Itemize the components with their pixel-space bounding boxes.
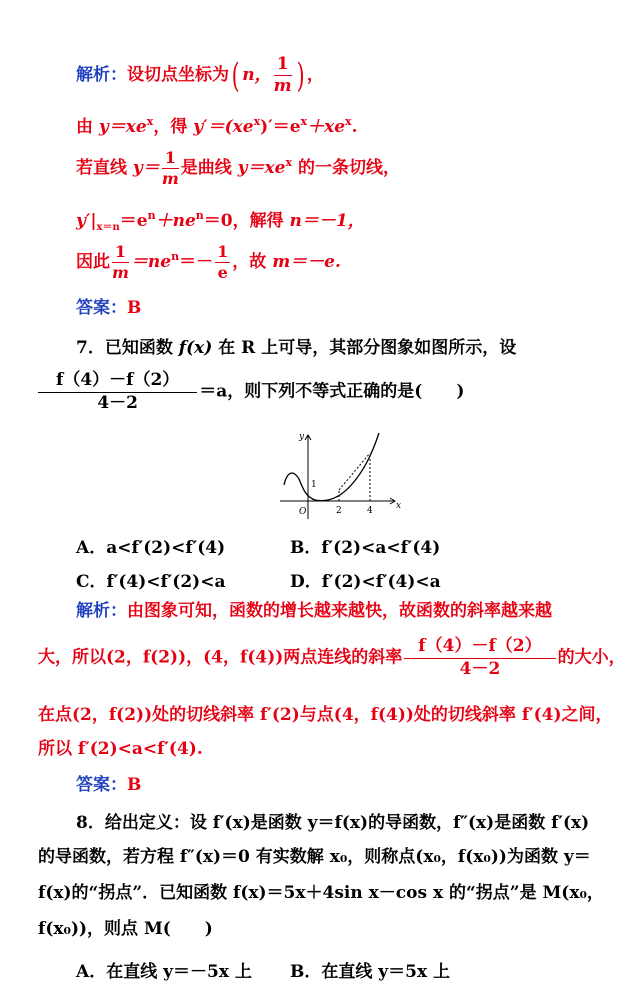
secant <box>339 453 370 490</box>
sol6-point-fraction: $\frac{1}{m}$ <box>273 54 292 96</box>
sol6-text: 设切点坐标为 <box>127 65 229 85</box>
sol6-line4: $y'|_{x=n}=e^n+ne^n=0$，解得 n＝－1， <box>76 209 365 233</box>
q8-option-a: A．在直线 y＝－5x 上 <box>76 962 252 982</box>
sol7-line1: 解析：由图象可知，函数的增长越来越快，故函数的斜率越来越 <box>76 601 552 621</box>
q7-option-a: A．a<f′(2)<f′(4) <box>76 538 226 558</box>
sol6-line3: 若直线 y＝ $\frac{1}{m}$ 是曲线 $y=xe^x$ 的一条切线， <box>76 148 400 188</box>
sol7-slope-fraction: $\frac{f(4)-f(2)}{4-2}$ <box>404 638 555 678</box>
answer-value: B <box>127 298 142 318</box>
answer-label: 答案： <box>76 775 127 795</box>
y-axis-label: y <box>299 432 305 442</box>
sol6-line2: 由 $y=xe^x$，得 $y'=(xe^x)'=e^x+xe^x$. <box>76 115 358 137</box>
q7-option-c: C．f′(4)<f′(2)<a <box>76 572 226 592</box>
answer-label: 答案： <box>76 298 127 318</box>
function-graph <box>275 427 405 522</box>
sol7-line4: 所以 f′(2)<a<f′(4). <box>38 739 203 759</box>
q8-line4: f(x₀))，则点 M( ) <box>38 919 213 939</box>
sol6-line1: 解析：设切点坐标为( n， $\frac{1}{m}$ ) ， <box>76 54 324 96</box>
question-number: 7． <box>76 338 105 358</box>
q8-line2: 的导函数，若方程 f″(x)＝0 有实数解 x₀，则称点(x₀，f(x₀))为函数 y＝ <box>38 847 591 867</box>
q8-option-b: B．在直线 y＝5x 上 <box>290 962 451 982</box>
tick-label-1: 1 <box>311 480 317 490</box>
origin-label: O <box>299 507 307 517</box>
sol7-line3: 在点(2，f(2))处的切线斜率 f′(2)与点(4，f(4))处的切线斜率 f′(4)之间， <box>38 705 613 725</box>
analysis-label: 解析： <box>76 65 127 85</box>
q7-option-b: B．f′(2)<a<f′(4) <box>290 538 441 558</box>
tick-label-2: 2 <box>336 506 342 516</box>
sol6-line-fraction: $\frac{1}{m}$ <box>161 148 179 188</box>
q7-line1: 7．已知函数 f(x) 在 R 上可导，其部分图象如图所示，设 <box>76 338 517 358</box>
answer-value: B <box>127 775 142 795</box>
analysis-label: 解析： <box>76 601 127 621</box>
q8-line3: f(x)的“拐点”．已知函数 f(x)＝5x＋4sin x－cos x 的“拐点”是 M(x₀， <box>38 883 604 903</box>
function-curve <box>284 433 379 501</box>
q7-option-d: D．f′(2)<f′(4)<a <box>290 572 441 592</box>
q8-line1: 8．给出定义：设 f′(x)是函数 y＝f(x)的导函数，f″(x)是函数 f′(x) <box>76 813 590 833</box>
q7-line2: $\frac{f(4)-f(2)}{4-2}$ ＝a，则下列不等式正确的是( ) <box>36 372 464 412</box>
sol6-point-n: n， <box>242 65 272 85</box>
sol6-line5: 因此 $\frac{1}{m}$ $=ne^n=-$ $\frac{1}{e}$ ，故 m＝－e. <box>76 242 341 282</box>
sol6-answer <box>76 300 141 317</box>
sol7-line2: 大，所以(2，f(2))，(4，f(4))两点连线的斜率 $\frac{f(4)-f(2)}{4-2}$ 的大小， <box>38 636 626 679</box>
tick-label-4: 4 <box>367 506 373 516</box>
sol7-answer <box>76 777 141 794</box>
x-axis-label: x <box>396 501 402 511</box>
q7-slope-fraction: $\frac{f(4)-f(2)}{4-2}$ <box>38 372 197 412</box>
